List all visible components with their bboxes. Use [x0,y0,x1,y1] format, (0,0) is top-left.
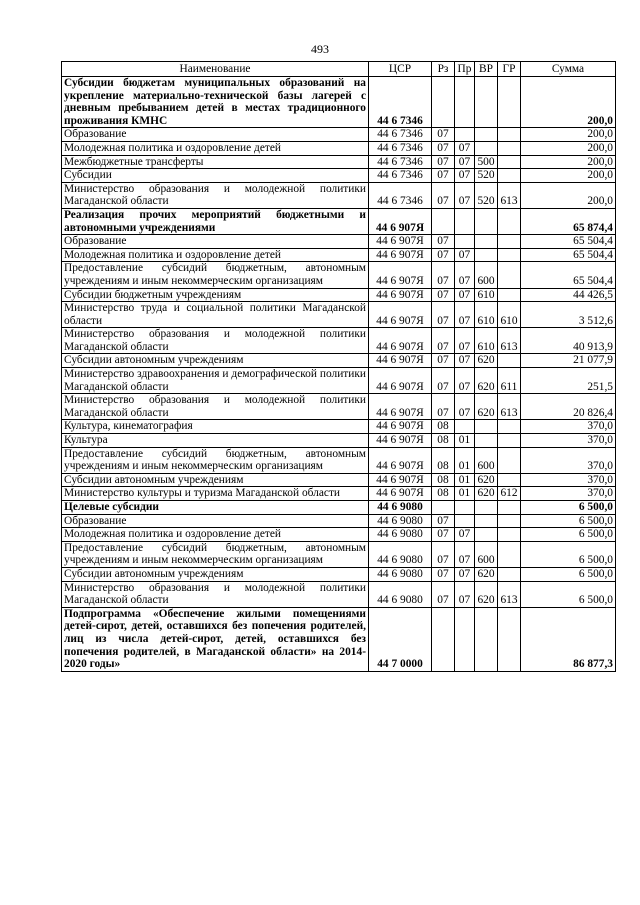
row-pr: 07 [455,288,475,302]
table-row [62,514,616,528]
row-sum: 370,0 [521,487,616,501]
row-sum: 21 077,9 [521,354,616,368]
row-csr: 44 6 9080 [369,541,432,567]
row-vr [475,528,498,542]
row-sum: 370,0 [521,447,616,473]
row-csr: 44 6 9080 [369,567,432,581]
table-row [62,77,616,128]
budget-table [61,61,616,672]
table-row [62,541,616,567]
row-rz: 07 [432,581,455,607]
table-row [62,368,616,394]
row-csr: 44 6 9080 [369,501,432,515]
row-sum: 370,0 [521,434,616,448]
row-gr: 611 [498,368,521,394]
row-name: Субсидии автономным учреждениям [62,567,369,581]
row-gr [498,420,521,434]
table-row [62,235,616,249]
row-name: Министерство культуры и туризма Магаданской области [62,487,369,501]
row-pr: 07 [455,567,475,581]
row-gr [498,447,521,473]
header-csr: ЦСР [369,62,432,77]
row-sum: 200,0 [521,128,616,142]
table-row [62,248,616,262]
row-csr: 44 7 0000 [369,607,432,671]
row-csr: 44 6 7346 [369,155,432,169]
row-gr [498,473,521,487]
table-row [62,354,616,368]
row-pr: 07 [455,248,475,262]
row-vr: 620 [475,354,498,368]
row-name: Образование [62,235,369,249]
row-name: Министерство образования и молодежной политики Магаданской области [62,328,369,354]
row-csr: 44 6 907Я [369,248,432,262]
row-pr [455,208,475,234]
row-sum: 6 500,0 [521,528,616,542]
row-sum: 3 512,6 [521,302,616,328]
row-gr [498,514,521,528]
row-rz: 07 [432,368,455,394]
row-csr: 44 6 9080 [369,528,432,542]
row-gr [498,607,521,671]
row-sum: 20 826,4 [521,394,616,420]
row-pr: 07 [455,581,475,607]
row-gr [498,567,521,581]
row-name: Образование [62,514,369,528]
row-sum: 6 500,0 [521,501,616,515]
row-pr: 07 [455,169,475,183]
row-rz: 08 [432,434,455,448]
table-row [62,420,616,434]
row-pr: 07 [455,368,475,394]
row-name: Субсидии автономным учреждениям [62,473,369,487]
row-sum: 200,0 [521,77,616,128]
row-csr: 44 6 7346 [369,182,432,208]
row-vr: 620 [475,394,498,420]
row-gr [498,128,521,142]
row-name: Целевые субсидии [62,501,369,515]
row-pr: 07 [455,394,475,420]
row-vr [475,141,498,155]
row-vr: 520 [475,182,498,208]
table-row [62,434,616,448]
row-name: Министерство образования и молодежной политики Магаданской области [62,182,369,208]
row-vr: 620 [475,567,498,581]
row-pr: 07 [455,528,475,542]
row-csr: 44 6 7346 [369,169,432,183]
row-rz: 07 [432,169,455,183]
row-pr [455,420,475,434]
row-gr [498,288,521,302]
row-pr: 07 [455,541,475,567]
row-sum: 6 500,0 [521,541,616,567]
row-vr: 620 [475,487,498,501]
row-sum: 200,0 [521,141,616,155]
row-name: Министерство труда и социальной политики Магаданской области [62,302,369,328]
row-name: Подпрограмма «Обеспечение жилыми помещениями детей-сирот, детей, оставшихся без попечения родителей, лиц из числа детей-сирот, детей, оставшихся без попечения родителей, в Магаданской области» на 2014-2020 годы» [62,607,369,671]
row-vr: 520 [475,169,498,183]
row-gr: 613 [498,182,521,208]
row-sum: 6 500,0 [521,514,616,528]
row-rz [432,77,455,128]
row-sum: 65 504,4 [521,235,616,249]
table-row [62,208,616,234]
row-pr: 01 [455,447,475,473]
row-sum: 370,0 [521,420,616,434]
row-vr [475,128,498,142]
table-header-row [62,62,616,77]
row-rz: 07 [432,528,455,542]
row-vr: 600 [475,541,498,567]
row-gr [498,248,521,262]
row-gr: 613 [498,328,521,354]
table-row [62,141,616,155]
row-pr: 07 [455,328,475,354]
table-row [62,128,616,142]
row-name: Предоставление субсидий бюджетным, автономным учреждениям и иным некоммерческим организациям [62,447,369,473]
row-vr [475,248,498,262]
row-name: Молодежная политика и оздоровление детей [62,141,369,155]
row-rz [432,501,455,515]
row-pr: 07 [455,155,475,169]
row-csr: 44 6 907Я [369,354,432,368]
row-gr: 612 [498,487,521,501]
row-rz: 08 [432,447,455,473]
row-gr [498,208,521,234]
row-name: Молодежная политика и оздоровление детей [62,528,369,542]
row-name: Субсидии [62,169,369,183]
row-sum: 200,0 [521,169,616,183]
row-pr: 07 [455,262,475,288]
row-rz: 08 [432,420,455,434]
row-vr [475,514,498,528]
row-csr: 44 6 9080 [369,581,432,607]
page-number: 493 [311,42,329,56]
row-sum: 44 426,5 [521,288,616,302]
row-csr: 44 6 907Я [369,262,432,288]
row-vr [475,208,498,234]
table-row [62,394,616,420]
row-pr: 07 [455,354,475,368]
row-rz: 07 [432,248,455,262]
row-vr: 620 [475,581,498,607]
row-csr: 44 6 907Я [369,420,432,434]
table-row [62,288,616,302]
row-rz [432,208,455,234]
table-row [62,155,616,169]
row-csr: 44 6 7346 [369,141,432,155]
row-rz: 07 [432,514,455,528]
row-rz: 08 [432,473,455,487]
row-name: Культура, кинематография [62,420,369,434]
row-pr [455,514,475,528]
row-csr: 44 6 907Я [369,328,432,354]
row-sum: 40 913,9 [521,328,616,354]
row-name: Предоставление субсидий бюджетным, автономным учреждениям и иным некоммерческим организациям [62,541,369,567]
row-sum: 65 874,4 [521,208,616,234]
header-gr: ГР [498,62,521,77]
row-name: Межбюджетные трансферты [62,155,369,169]
row-rz: 08 [432,487,455,501]
row-name: Министерство образования и молодежной политики Магаданской области [62,394,369,420]
row-pr: 01 [455,473,475,487]
row-vr [475,607,498,671]
table-row [62,182,616,208]
row-csr: 44 6 907Я [369,487,432,501]
header-name: Наименование [62,62,369,77]
row-name: Субсидии автономным учреждениям [62,354,369,368]
row-vr: 610 [475,328,498,354]
table-row [62,581,616,607]
table-row [62,487,616,501]
row-rz: 07 [432,128,455,142]
row-pr [455,77,475,128]
table-row [62,302,616,328]
row-vr [475,501,498,515]
header-vr: ВР [475,62,498,77]
row-rz: 07 [432,182,455,208]
table-row [62,328,616,354]
row-rz: 07 [432,567,455,581]
row-pr: 01 [455,434,475,448]
row-vr [475,434,498,448]
table-row [62,262,616,288]
row-csr: 44 6 7346 [369,77,432,128]
table-row [62,567,616,581]
row-csr: 44 6 7346 [369,128,432,142]
row-vr: 610 [475,288,498,302]
row-name: Министерство здравоохранения и демографической политики Магаданской области [62,368,369,394]
row-gr [498,169,521,183]
row-sum: 370,0 [521,473,616,487]
row-csr: 44 6 907Я [369,434,432,448]
row-sum: 251,5 [521,368,616,394]
header-sum: Сумма [521,62,616,77]
row-vr: 620 [475,368,498,394]
row-gr: 610 [498,302,521,328]
row-name: Субсидии бюджетным учреждениям [62,288,369,302]
row-csr: 44 6 9080 [369,514,432,528]
row-pr: 07 [455,302,475,328]
row-sum: 200,0 [521,155,616,169]
row-gr: 613 [498,581,521,607]
row-sum: 65 504,4 [521,248,616,262]
row-vr [475,420,498,434]
row-csr: 44 6 907Я [369,288,432,302]
row-name: Реализация прочих мероприятий бюджетными и автономными учреждениями [62,208,369,234]
row-rz: 07 [432,541,455,567]
row-name: Молодежная политика и оздоровление детей [62,248,369,262]
row-pr [455,128,475,142]
row-rz: 07 [432,394,455,420]
row-rz: 07 [432,262,455,288]
row-rz: 07 [432,235,455,249]
row-gr [498,354,521,368]
row-pr: 07 [455,182,475,208]
row-name: Субсидии бюджетам муниципальных образований на укрепление материально-технической базы лагерей с дневным пребыванием детей в местах традиционного проживания КМНС [62,77,369,128]
row-pr [455,235,475,249]
row-name: Предоставление субсидий бюджетным, автономным учреждениям и иным некоммерческим организациям [62,262,369,288]
row-gr [498,77,521,128]
row-sum: 6 500,0 [521,567,616,581]
row-csr: 44 6 907Я [369,447,432,473]
row-gr [498,501,521,515]
row-rz: 07 [432,288,455,302]
row-csr: 44 6 907Я [369,208,432,234]
row-pr: 07 [455,141,475,155]
table-row [62,473,616,487]
row-rz: 07 [432,328,455,354]
row-rz [432,607,455,671]
row-gr: 613 [498,394,521,420]
row-pr [455,501,475,515]
row-vr: 620 [475,473,498,487]
row-gr [498,541,521,567]
table-row [62,607,616,671]
row-sum: 6 500,0 [521,581,616,607]
row-pr [455,607,475,671]
row-gr [498,528,521,542]
row-pr: 01 [455,487,475,501]
row-sum: 86 877,3 [521,607,616,671]
row-gr [498,141,521,155]
row-vr: 500 [475,155,498,169]
row-gr [498,434,521,448]
row-vr [475,77,498,128]
table-row [62,528,616,542]
row-csr: 44 6 907Я [369,235,432,249]
row-sum: 65 504,4 [521,262,616,288]
row-rz: 07 [432,155,455,169]
row-sum: 200,0 [521,182,616,208]
row-name: Культура [62,434,369,448]
row-rz: 07 [432,141,455,155]
row-gr [498,262,521,288]
row-gr [498,235,521,249]
row-rz: 07 [432,354,455,368]
row-gr [498,155,521,169]
row-csr: 44 6 907Я [369,302,432,328]
row-name: Образование [62,128,369,142]
row-csr: 44 6 907Я [369,368,432,394]
row-vr: 600 [475,262,498,288]
header-pr: Пр [455,62,475,77]
table-row [62,501,616,515]
row-rz: 07 [432,302,455,328]
header-rz: Рз [432,62,455,77]
row-vr: 600 [475,447,498,473]
table-row [62,169,616,183]
row-csr: 44 6 907Я [369,394,432,420]
row-csr: 44 6 907Я [369,473,432,487]
row-vr: 610 [475,302,498,328]
table-row [62,447,616,473]
row-name: Министерство образования и молодежной политики Магаданской области [62,581,369,607]
row-vr [475,235,498,249]
